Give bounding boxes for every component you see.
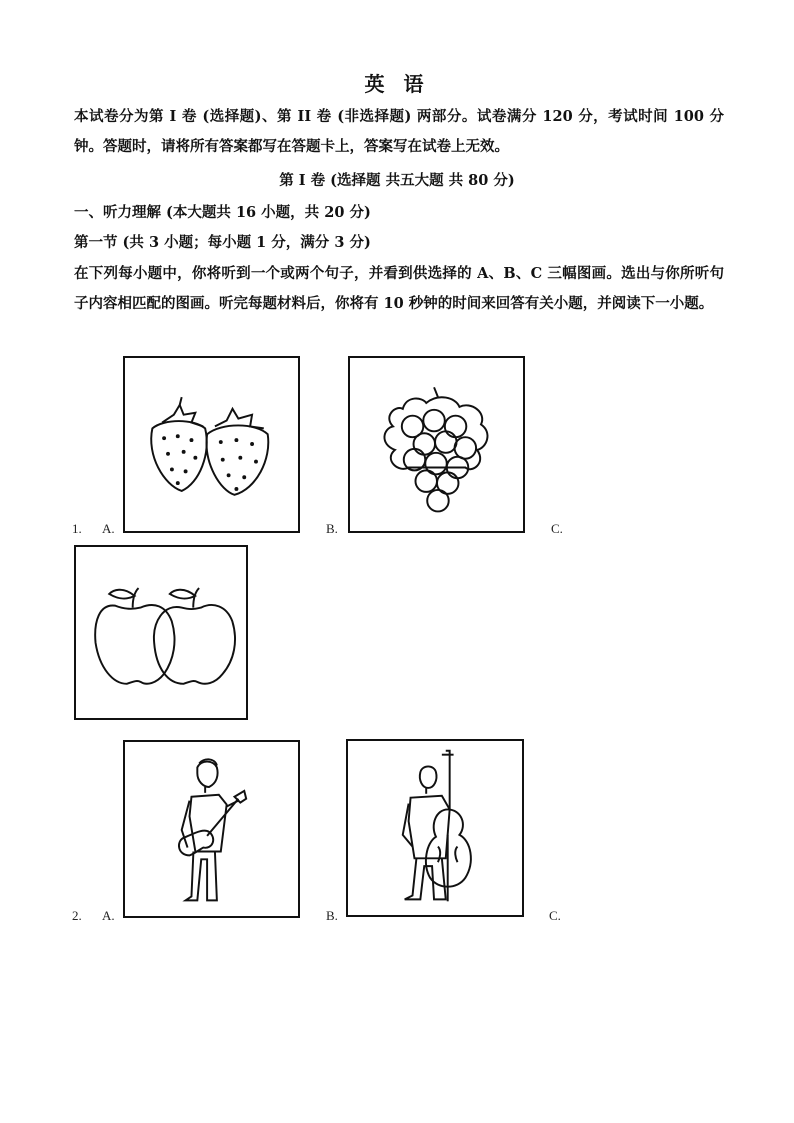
- option-label: C.: [551, 521, 563, 536]
- strawberries-icon: [125, 358, 298, 531]
- option-label: B.: [326, 521, 338, 536]
- apples-icon: [76, 547, 246, 718]
- question-number: 1.: [72, 521, 82, 536]
- option-label: A.: [102, 521, 115, 536]
- instructions-paragraph: 在下列每小题中，你将听到一个或两个句子，并看到供选择的 A、B、C 三幅图画。选出与你所听句子内容相匹配的图画。听完每题材料后，你将有 10 秒钟的时间来回答有关小题，并阅读下一小题。: [74, 265, 724, 312]
- option-b-picture[interactable]: [348, 356, 525, 533]
- option-c-picture[interactable]: [74, 545, 248, 720]
- page-title: 英 语: [364, 72, 430, 96]
- option-b-picture[interactable]: [346, 739, 524, 917]
- option-a-picture[interactable]: [123, 740, 300, 918]
- subsection1-heading: 第一节 (共 3 小题；每小题 1 分，满分 3 分): [74, 234, 371, 251]
- section1-heading: 一、听力理解 (本大题共 16 小题，共 20 分): [74, 204, 371, 221]
- question-number: 2.: [72, 908, 82, 923]
- option-label: B.: [326, 908, 338, 923]
- intro-paragraph: 本试卷分为第 I 卷 (选择题)、第 II 卷 (非选择题) 两部分。试卷满分 120 分，考试时间 100 分钟。答题时，请将所有答案都写在答题卡上，答案写在试卷上无效。: [74, 108, 724, 155]
- cello-player-icon: [348, 741, 522, 915]
- part1-heading: 第 I 卷 (选择题 共五大题 共 80 分): [279, 172, 515, 189]
- grapes-icon: [350, 358, 523, 531]
- option-label: A.: [102, 908, 115, 923]
- option-a-picture[interactable]: [123, 356, 300, 533]
- option-label: C.: [549, 908, 561, 923]
- guitar-player-icon: [125, 742, 298, 916]
